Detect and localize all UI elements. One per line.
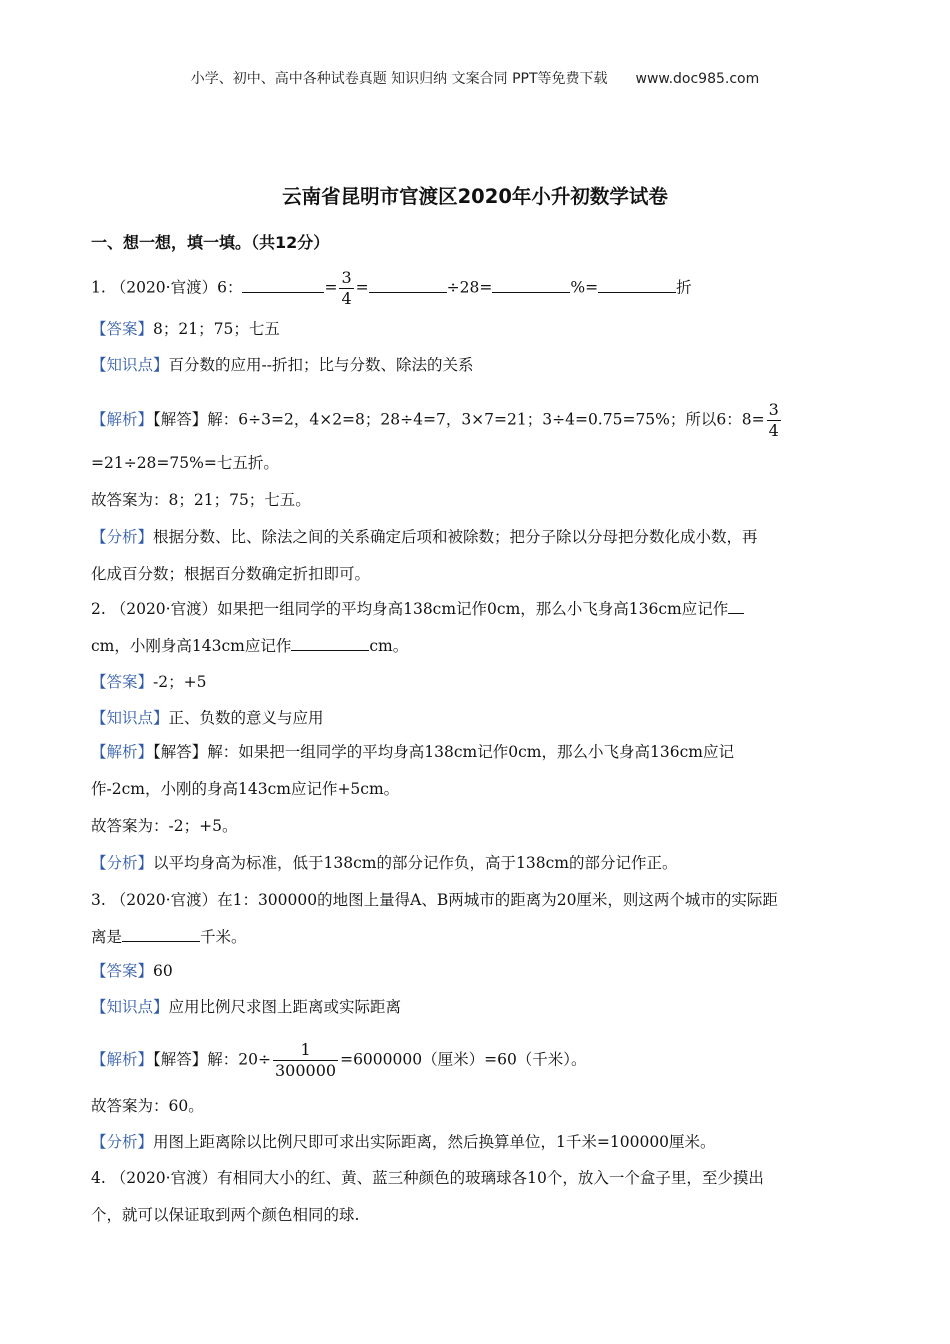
question-2-line-2 <box>91 636 408 656</box>
q2-answer <box>91 672 206 692</box>
q1-analysis <box>91 402 783 439</box>
answer-tag: 【答案】 <box>91 673 154 691</box>
knowledge-tag: 【知识点】 <box>91 998 169 1016</box>
section-heading: 一、想一想，填一填。（共12分） <box>91 233 330 252</box>
q3-text-2b: 千米。 <box>200 928 247 946</box>
q2-text-2b: cm。 <box>369 637 409 655</box>
q2-text-1: 2. （2020·官渡）如果把一组同学的平均身高138cm记作0cm，那么小飞身高136cm应记作 <box>91 600 729 618</box>
solution-tag: 【解答】 <box>153 410 208 429</box>
q1-answer <box>91 319 280 339</box>
q1-prefix: 1. （2020·官渡）6： <box>91 278 243 297</box>
q1-eq2: = <box>355 278 369 297</box>
q3-solution-b: =6000000（厘米）=60（千米）。 <box>340 1050 587 1069</box>
question-1 <box>91 270 692 307</box>
solution-tag: 【解答】 <box>153 743 208 761</box>
q3-knowledge-text: 应用比例尺求图上距离或实际距离 <box>168 998 402 1016</box>
q3-blank[interactable] <box>122 927 200 942</box>
analysis-tag: 【解析】 <box>91 1050 154 1069</box>
q2-blank-1[interactable] <box>728 599 744 614</box>
question-2 <box>91 599 744 619</box>
analysis-tag: 【解析】 <box>91 743 154 761</box>
q3-fenxi <box>91 1132 716 1152</box>
q1-knowledge <box>91 355 474 375</box>
q3-knowledge <box>91 997 401 1017</box>
q1-solution-b: =21÷28=75%=七五折。 <box>91 454 279 472</box>
q1-fraction <box>339 270 353 307</box>
q3-final: 故答案为：60。 <box>91 1097 204 1115</box>
q1-sol-frac-den: 4 <box>768 421 779 440</box>
q1-solution-fraction <box>767 402 781 439</box>
q1-fenxi <box>91 527 758 547</box>
q1-sol-frac-num: 3 <box>768 400 779 419</box>
q1-blank-3[interactable] <box>492 278 570 293</box>
document-title: 云南省昆明市官渡区2020年小升初数学试卷 <box>282 185 668 208</box>
question-3-line-2 <box>91 927 247 947</box>
q2-text-2a: cm，小刚身高143cm应记作 <box>91 637 292 655</box>
fenxi-tag: 【分析】 <box>91 854 154 872</box>
q1-blank-1[interactable] <box>242 278 324 293</box>
q3-fenxi-text: 用图上距离除以比例尺即可求出实际距离，然后换算单位，1千米=100000厘米。 <box>153 1133 716 1151</box>
q2-knowledge-text: 正、负数的意义与应用 <box>168 709 324 727</box>
q1-solution-a: 解：6÷3=2，4×2=8；28÷4=7，3×7=21；3÷4=0.75=75%；所以6：8= <box>207 410 765 429</box>
knowledge-tag: 【知识点】 <box>91 709 169 727</box>
knowledge-tag: 【知识点】 <box>91 356 169 374</box>
answer-tag: 【答案】 <box>91 962 154 980</box>
q3-sol-frac-num: 1 <box>300 1040 311 1059</box>
q3-analysis <box>91 1042 587 1079</box>
q2-knowledge <box>91 708 324 728</box>
q2-analysis <box>91 742 734 762</box>
question-4: 4. （2020·官渡）有相同大小的红、黄、蓝三种颜色的玻璃球各10个，放入一个盒子里，至少摸出 <box>91 1169 764 1187</box>
q2-fenxi-text: 以平均身高为标准，低于138cm的部分记作负，高于138cm的部分记作正。 <box>153 854 678 872</box>
q2-answer-text: -2；+5 <box>153 673 207 691</box>
q2-solution-2: 作-2cm，小刚的身高143cm应记作+5cm。 <box>91 780 400 798</box>
question-3: 3. （2020·官渡）在1：300000的地图上量得A、B两城市的距离为20厘米，则这两个城市的实际距 <box>91 891 778 909</box>
q2-solution-1: 解：如果把一组同学的平均身高138cm记作0cm，那么小飞身高136cm应记 <box>207 743 734 761</box>
q1-zhe: 折 <box>676 278 692 297</box>
q1-blank-2[interactable] <box>369 278 447 293</box>
q2-final: 故答案为：-2；+5。 <box>91 817 238 835</box>
q1-fenxi-1: 根据分数、比、除法之间的关系确定后项和被除数；把分子除以分母把分数化成小数，再 <box>153 528 758 546</box>
q1-frac-num: 3 <box>341 268 352 287</box>
q3-answer-text: 60 <box>153 962 173 980</box>
q1-eq1: = <box>324 278 338 297</box>
q1-final: 故答案为：8；21；75；七五。 <box>91 491 311 509</box>
fenxi-tag: 【分析】 <box>91 528 154 546</box>
q3-sol-frac-den: 300000 <box>275 1061 337 1080</box>
answer-tag: 【答案】 <box>91 320 154 338</box>
q2-fenxi <box>91 853 677 873</box>
question-4-line-2: 个，就可以保证取到两个颜色相同的球. <box>91 1206 360 1224</box>
page-header <box>0 68 950 88</box>
q1-pct: %= <box>570 278 599 297</box>
q3-text-2a: 离是 <box>91 928 123 946</box>
q1-answer-text: 8；21；75；七五 <box>153 320 280 338</box>
q2-blank-2[interactable] <box>291 636 369 651</box>
q1-blank-4[interactable] <box>598 278 676 293</box>
q3-solution-fraction <box>273 1042 338 1079</box>
header-text: 小学、初中、高中各种试卷真题 知识归纳 文案合同 PPT等免费下载 <box>190 71 608 87</box>
solution-tag: 【解答】 <box>153 1050 208 1069</box>
header-url[interactable]: www.doc985.com <box>635 71 760 87</box>
q1-frac-den: 4 <box>341 289 352 308</box>
q1-fenxi-2: 化成百分数；根据百分数确定折扣即可。 <box>91 565 371 583</box>
fenxi-tag: 【分析】 <box>91 1133 154 1151</box>
q3-solution-a: 解：20÷ <box>207 1050 271 1069</box>
q3-answer <box>91 961 173 981</box>
analysis-tag: 【解析】 <box>91 410 154 429</box>
q1-div: ÷28= <box>446 278 493 297</box>
q1-knowledge-text: 百分数的应用--折扣；比与分数、除法的关系 <box>168 356 474 374</box>
